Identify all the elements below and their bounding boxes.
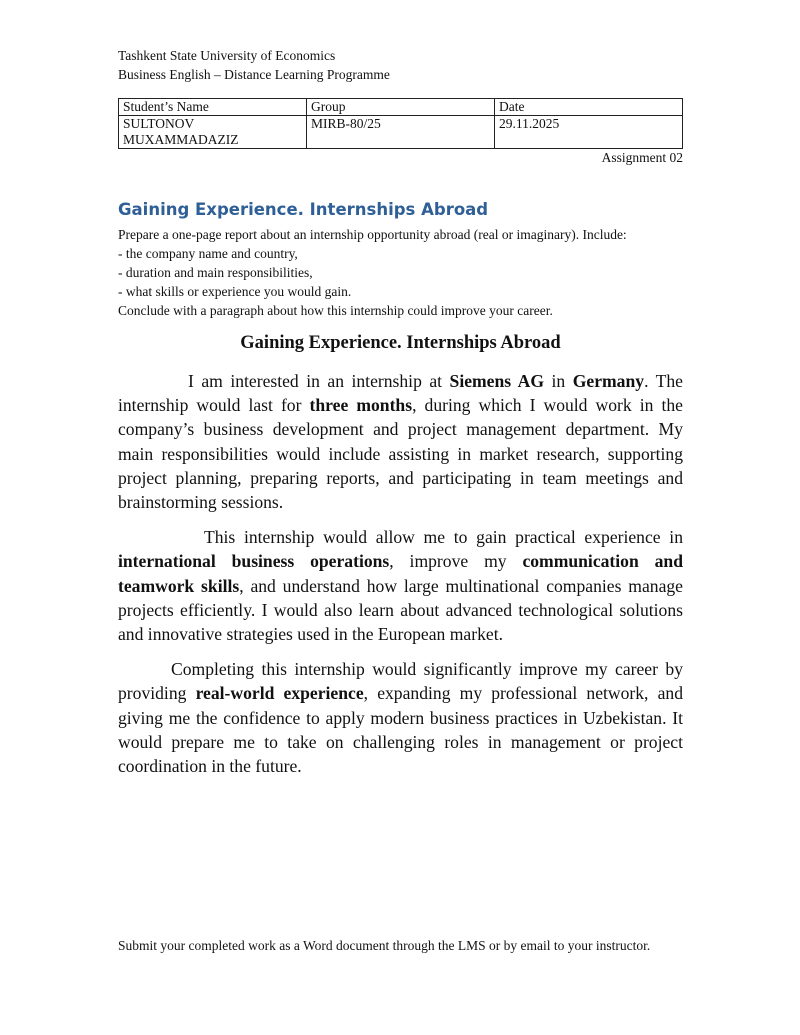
essay-paragraph-3 [118, 657, 683, 778]
essay-body [118, 369, 683, 789]
essay-title: Gaining Experience. Internships Abroad [240, 333, 561, 353]
essay-text: I am interested in an internship at [188, 371, 450, 391]
essay-bold-text: three months [309, 395, 413, 416]
table-header-row [119, 99, 683, 116]
date-header: Date [495, 99, 683, 116]
essay-text: , expanding my professional network, and giving me the confidence to apply modern business practices in Uzbekistan. It would prepare me to take on challenging roles in management or project coordination in the future. [118, 683, 683, 777]
task-line: - the company name and country, [118, 246, 298, 261]
essay-bold-text: communication and teamwork skills [118, 551, 683, 596]
essay-text: , and understand how large multinational companies manage projects efficiently. I would also learn about advanced technological solutions and innovative strategies used in the European market. [118, 575, 683, 645]
task-line: - what skills or experience you would gain. [118, 284, 352, 299]
essay-text: . The internship would last for [118, 371, 683, 416]
document-header [118, 46, 390, 84]
student-name-value: SULTONOV MUXAMMADAZIZ [119, 116, 307, 149]
university-name: Tashkent State University of Economics [118, 48, 336, 63]
essay-bold-text: real-world experience [195, 683, 364, 704]
essay-text: in [544, 371, 573, 391]
table-value-row [119, 116, 683, 149]
task-line: Conclude with a paragraph about how this internship could improve your career. [118, 303, 553, 318]
task-instructions [118, 225, 688, 320]
task-line: Prepare a one-page report about an internship opportunity abroad (real or imaginary). Include: [118, 227, 627, 242]
date-value: 29.11.2025 [495, 116, 683, 149]
essay-text: , during which I would work in the company’s business development and project management department. My main responsibilities would include assisting in market research, supporting project planning, preparing reports, and participating in team meetings and brainstorming sessions. [118, 395, 683, 513]
essay-paragraph-1 [118, 369, 683, 514]
task-line: - duration and main responsibilities, [118, 265, 313, 280]
submission-footer: Submit your completed work as a Word document through the LMS or by email to your instructor. [118, 938, 651, 953]
programme-name: Business English – Distance Learning Programme [118, 67, 390, 82]
group-header: Group [307, 99, 495, 116]
essay-text: Completing this internship would significantly improve my career by providing [118, 659, 683, 704]
group-value: MIRB-80/25 [307, 116, 495, 149]
student-info-table [118, 98, 683, 149]
essay-bold-text: international business operations [118, 551, 390, 572]
essay-text: , improve my [389, 551, 523, 572]
student-name-header: Student’s Name [119, 99, 307, 116]
essay-text: This internship would allow me to gain practical experience in [204, 527, 683, 548]
essay-bold-text: Germany [572, 371, 645, 391]
task-title: Gaining Experience. Internships Abroad [118, 200, 489, 219]
assignment-label: Assignment 02 [601, 150, 683, 165]
essay-bold-text: Siemens AG [449, 371, 545, 391]
essay-paragraph-2 [118, 525, 683, 646]
